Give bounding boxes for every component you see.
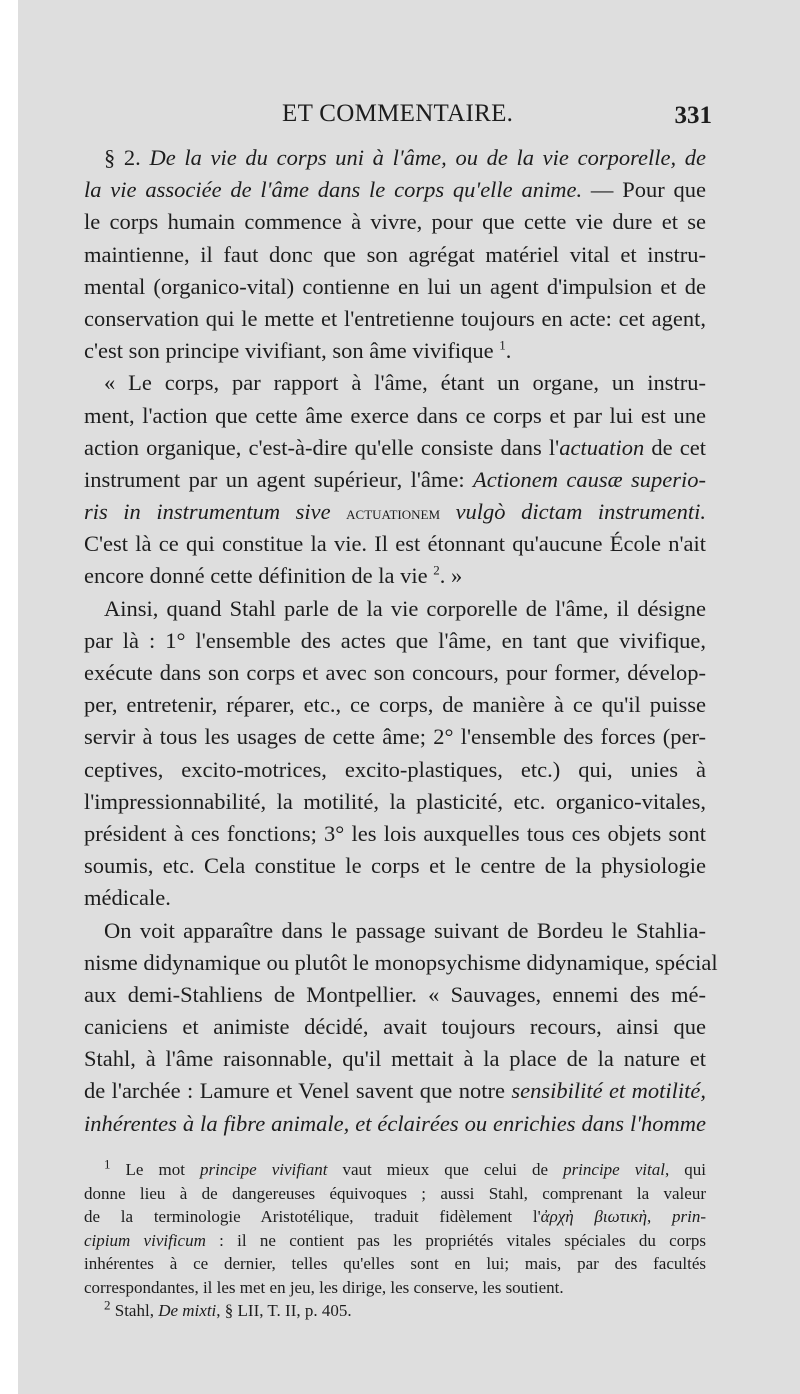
text-span: , [647,1207,673,1226]
text-line [84,1075,706,1107]
text-span: de l'archée : Lamure et Venel savent que notre [84,1078,512,1104]
text-line: caniciens et animiste décidé, avait toujours recours, ainsi que [84,1014,706,1040]
text-line: conservation qui le mette et l'entretienne toujours en acte: cet agent, [84,305,706,331]
text-span: . » [439,563,463,589]
footnote-line [84,1299,706,1323]
page-number: 331 [674,102,712,129]
text-line [84,432,706,464]
section-title: De la vie du corps uni à l'âme, ou de la vie corporelle, de [149,145,706,170]
latin-quote: Actionem causæ superio- [473,466,706,492]
footnote-ref: 1 [499,337,506,353]
text-span: de la terminologie Aristotélique, traduit fidèlement l' [84,1207,541,1226]
text-line: On voit apparaître dans le passage suivant de Bordeu le Stahlia- [104,917,706,943]
text-line: soumis, etc. Cela constitue le corps et le centre de la physiologie [84,853,706,879]
text-line: médicale. [84,885,171,911]
text-span: : il ne contient pas les propriétés vitales spéciales du corps [205,1230,706,1250]
text-line: mental (organico-vital) contienne en lui un agent d'impulsion et de [84,273,706,299]
text-line [84,1108,706,1140]
footnote-mark: 1 [104,1156,111,1172]
text-span: , qui [664,1160,706,1179]
page-margin [0,0,18,1394]
italic-term: cipium vivificum [84,1230,206,1250]
footnote-mark: 2 [104,1297,111,1313]
text-span: encore donné cette définition de la vie [84,563,428,589]
text-line [84,560,706,592]
running-title: ET COMMENTAIRE. [282,100,514,127]
text-span: . [505,338,512,364]
text-span: vaut mieux que celui de [327,1160,564,1179]
italic-phrase: sensibilité et motilité, [511,1078,706,1104]
footnote-ref: 2 [433,562,440,578]
text-line [84,335,706,367]
footnote-line: donne lieu à de dangereuses équivoques ; aussi Stahl, comprenant la valeur [84,1183,706,1203]
footnote-line: correspondantes, il les met en jeu, les dirige, les conserve, les soutient. [84,1277,564,1297]
italic-phrase: inhérentes à la fibre animale, et éclairées ou enrichies dans l'homme [84,1110,706,1136]
footnote-line [84,1205,706,1229]
text-line [84,496,706,528]
running-head [92,98,712,134]
text-line: aux demi-Stahliens de Montpellier. « Sauvages, ennemi des mé- [84,981,706,1007]
footnote-line [84,1229,706,1253]
section-mark: § 2. [104,145,150,170]
text-line [84,142,706,174]
text-line: C'est là ce qui constitue la vie. Il est étonnant qu'aucune École n'ait [84,531,706,557]
text-span: Stahl, [110,1301,159,1320]
small-caps-term: actuationem [346,503,441,525]
main-text [84,142,718,1140]
latin-quote: vulgò dictam instrumenti. [440,499,706,525]
text-line [84,174,706,206]
footnote-line: inhérentes à ce dernier, telles qu'elles sont en lui; mais, par des facultés [84,1254,706,1273]
italic-title: De mixti [158,1301,217,1320]
text-line: servir à tous les usages de cette âme; 2° l'ensemble des forces (per- [84,724,706,750]
text-line: ceptives, excito-motrices, excito-plastiques, etc.) qui, unies à [84,756,706,782]
italic-term: actuation [559,434,645,460]
text-span: c'est son principe vivifiant, son âme vivifique [84,338,494,364]
greek-term: ἀρχὴ βιωτικὴ [540,1207,648,1226]
text-line: l'impressionnabilité, la motilité, la plasticité, etc. organico-vitales, [84,788,706,814]
italic-term: principe vivifiant [200,1160,328,1179]
text-line: per, entretenir, réparer, etc., ce corps, de manière à ce qu'il puisse [84,692,706,718]
footnotes [84,1158,706,1323]
text-line: maintienne, il faut donc que son agrégat matériel vital et instru- [84,241,706,267]
italic-term: prin- [672,1207,707,1226]
text-line: nisme didynamique ou plutôt le monopsychisme didynamique, spécial [84,949,718,975]
italic-term: principe vital [563,1160,665,1179]
text-span: — Pour que [582,177,706,203]
text-line: le corps humain commence à vivre, pour que cette vie dure et se [84,209,706,235]
text-span: Le mot [110,1160,201,1179]
text-line: exécute dans son corps et avec son concours, pour former, dévelop- [84,660,706,685]
text-line: Stahl, à l'âme raisonnable, qu'il mettait à la place de la nature et [84,1046,706,1072]
section-title: la vie associée de l'âme dans le corps qu'elle anime. [84,177,583,203]
text-span: instrument par un agent supérieur, l'âme: [84,466,473,492]
text-span: , § LII, T. II, p. 405. [216,1301,352,1320]
footnote-line [84,1158,706,1182]
text-span: action organique, c'est-à-dire qu'elle consiste dans l' [84,434,560,460]
text-line: Ainsi, quand Stahl parle de la vie corporelle de l'âme, il désigne [104,595,706,621]
latin-quote: ris in instrumentum sive [84,499,347,525]
text-line: par là : 1° l'ensemble des actes que l'âme, en tant que vivifique, [84,627,706,653]
text-line [84,464,706,496]
text-line: ment, l'action que cette âme exerce dans ce corps et par lui est une [84,402,706,428]
text-span: de cet [644,434,706,460]
text-line: président à ces fonctions; 3° les lois auxquelles tous ces objets sont [84,820,706,846]
text-line: « Le corps, par rapport à l'âme, étant un organe, un instru- [104,370,706,396]
